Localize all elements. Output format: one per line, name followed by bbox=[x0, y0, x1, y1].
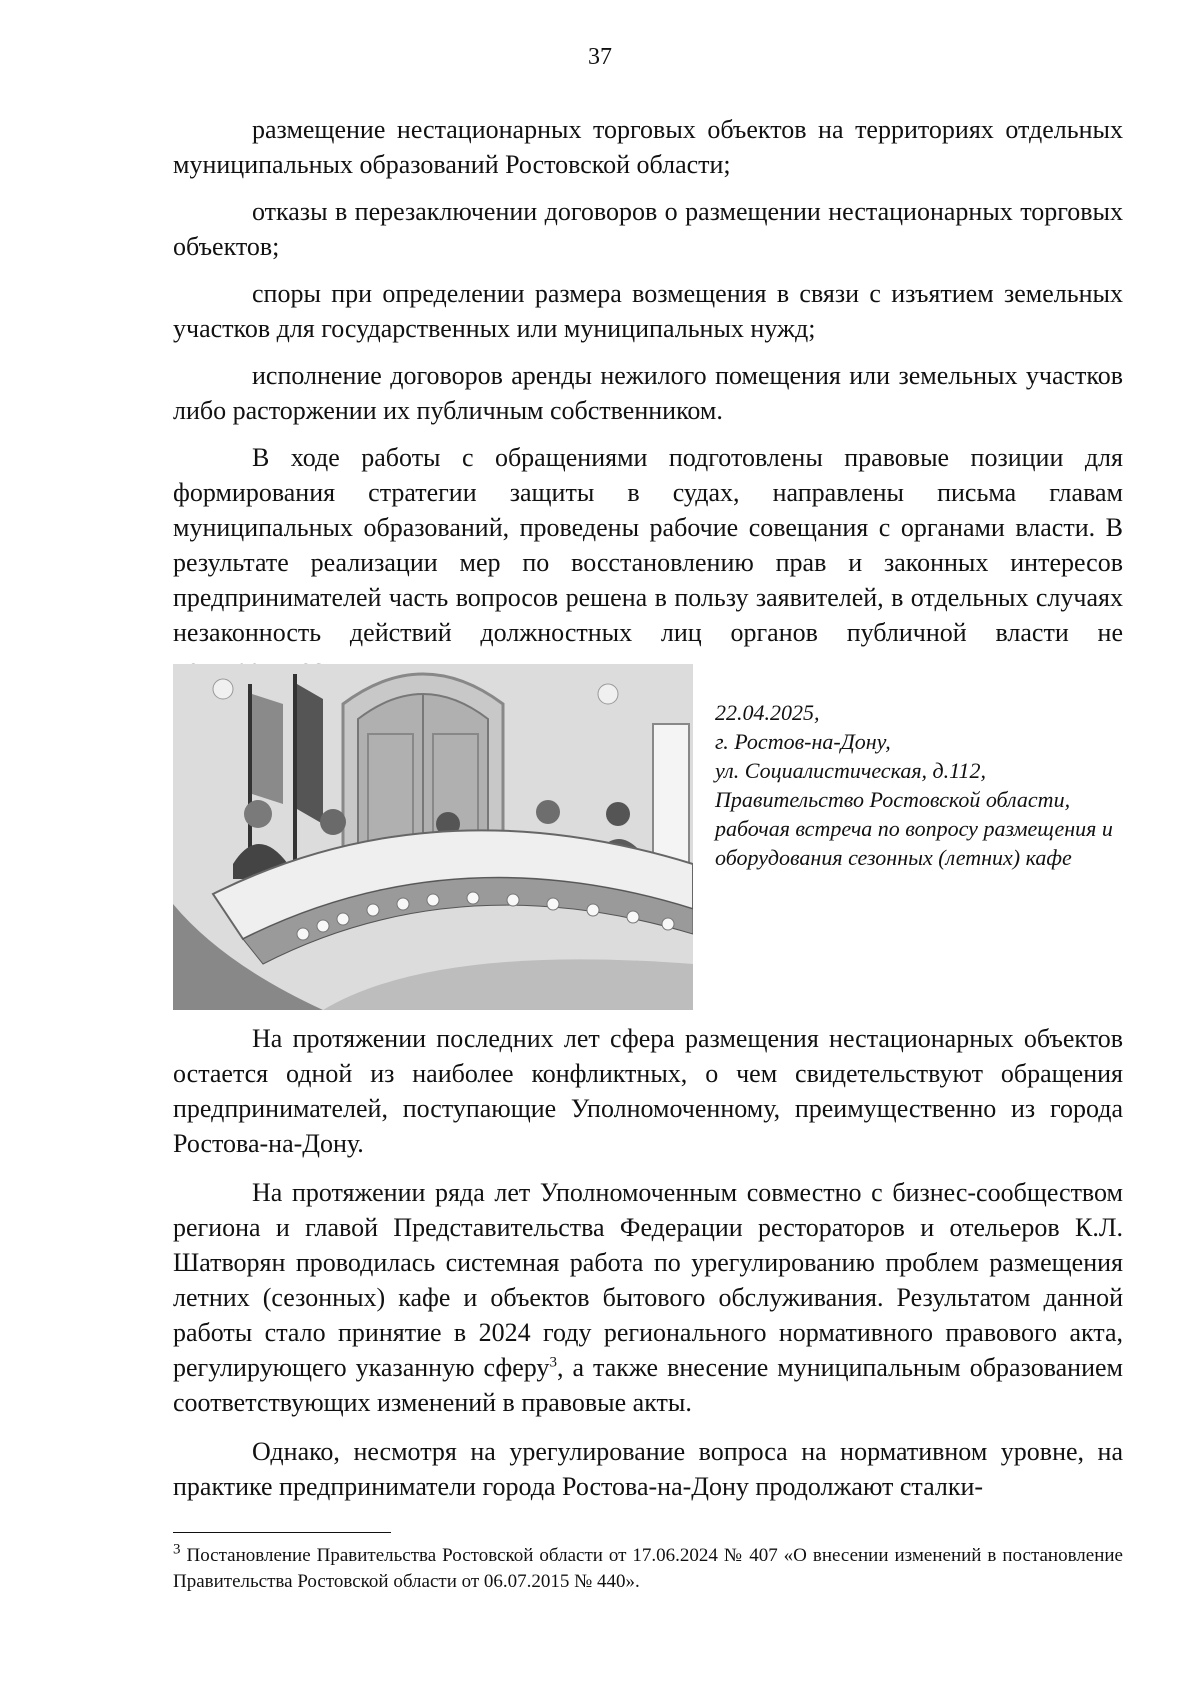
paragraph: На протяжении последних лет сфера размещения нестационарных объектов остается одной из наиболее конфликтных, о чем свидетельствуют обращения предпринимателей, поступающие Уполномоченному, преимущественно из города Ростова-на-Дону. bbox=[173, 1024, 1123, 1158]
footnote-marker: 3 bbox=[173, 1541, 181, 1558]
footnote-text: Постановление Правительства Ростовской области от 17.06.2024 № 407 «О внесении изменений в постановление Правительства Ростовской области от 06.07.2015 № 440». bbox=[173, 1545, 1123, 1592]
meeting-photo bbox=[173, 664, 693, 1010]
footnote bbox=[173, 1543, 1123, 1595]
paragraph: В ходе работы с обращениями подготовлены правовые позиции для формирования стратегии защиты в судах, направлены письма главам муниципальных образований, проведены рабочие совещания с органами власти. В результате реализации мер по восстановлению прав и законных интересов предпринимателей часть вопросов решена в пользу заявителей, в отдельных случаях незаконность действий должностных лиц органов публичной власти не bbox=[173, 443, 1123, 647]
caption-event: рабочая встреча по вопросу размещения и оборудования сезонных (летних) кафе bbox=[715, 816, 1113, 870]
paragraph: отказы в перезаключении договоров о размещении нестационарных торговых объектов; bbox=[173, 197, 1123, 261]
caption-street: ул. Социалистическая, д.112, bbox=[715, 758, 987, 783]
caption-city: г. Ростов-на-Дону, bbox=[715, 729, 891, 754]
photo-caption bbox=[715, 698, 1125, 872]
paragraph: исполнение договоров аренды нежилого помещения или земельных участков либо расторжении их публичным собственником. bbox=[173, 361, 1123, 425]
body-text-bottom bbox=[173, 1021, 1123, 1518]
photo-block bbox=[173, 664, 1123, 1010]
body-text-top bbox=[173, 112, 1123, 697]
paragraph: размещение нестационарных торговых объектов на территориях отдельных муниципальных образований Ростовской области; bbox=[173, 115, 1123, 179]
caption-organization: Правительство Ростовской области, bbox=[715, 787, 1071, 812]
caption-date: 22.04.2025, bbox=[715, 700, 820, 725]
paragraph-text: На протяжении ряда лет Уполномоченным совместно с бизнес-сообществом региона и главой Представительства Федерации рестораторов и отельеров К.Л. Шатворян проводилась системная работа по урегулированию проблем размещения летних (сезонных) кафе и объектов бытового обслуживания. Результатом данной работы стало принятие в 2024 году регионального нормативного правового акта, регулирующего указанную сферу bbox=[173, 1178, 1123, 1382]
paragraph-text: , а также внесение муниципальным образованием соответствующих изменений в правовые акты. bbox=[173, 1353, 1123, 1417]
footnote-separator bbox=[173, 1532, 391, 1533]
paragraph: Однако, несмотря на урегулирование вопроса на нормативном уровне, на практике предприниматели города Ростова-на-Дону продолжают сталки- bbox=[173, 1437, 1123, 1501]
page-number: 37 bbox=[588, 44, 612, 70]
paragraph bbox=[173, 1175, 1123, 1420]
footnote-reference[interactable]: 3 bbox=[549, 1354, 557, 1371]
paragraph: споры при определении размера возмещения в связи с изъятием земельных участков для государственных или муниципальных нужд; bbox=[173, 279, 1123, 343]
